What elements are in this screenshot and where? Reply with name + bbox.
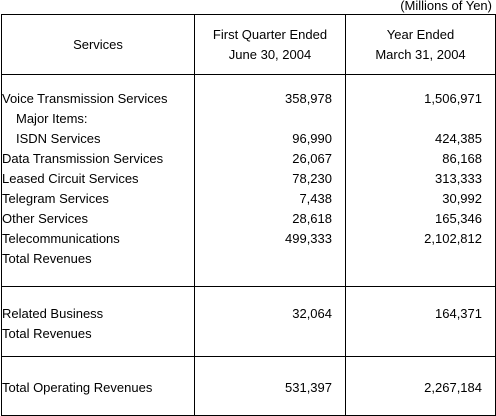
value-related-q1: 32,064	[292, 306, 332, 321]
value-total-fy: 2,267,184	[424, 380, 482, 395]
total-q1-values	[195, 357, 346, 416]
related-labels	[2, 287, 195, 357]
header-first-quarter	[195, 15, 346, 75]
value-telecom-fy: 2,102,812	[424, 231, 482, 246]
row-label-other: Other Services	[2, 211, 88, 226]
value-other-q1: 28,618	[292, 211, 332, 226]
row-label-related-line2: Total Revenues	[2, 326, 92, 341]
revenue-table	[1, 14, 496, 416]
header-first-quarter-line2: June 30, 2004	[228, 46, 312, 62]
total-section	[2, 357, 496, 416]
value-telegram-fy: 30,992	[442, 191, 482, 206]
value-voice-q1: 358,978	[285, 91, 332, 106]
header-year-ended	[346, 15, 496, 75]
value-data-fy: 86,168	[442, 151, 482, 166]
value-isdn-q1: 96,990	[292, 131, 332, 146]
row-label-voice: Voice Transmission Services	[2, 91, 168, 106]
table-header-row	[2, 15, 496, 75]
header-year-ended-line1: Year Ended	[386, 26, 455, 42]
value-leased-q1: 78,230	[292, 171, 332, 186]
total-fy-values	[346, 357, 496, 416]
row-label-leased: Leased Circuit Services	[2, 171, 139, 186]
related-q1-values	[195, 287, 346, 357]
row-label-data: Data Transmission Services	[2, 151, 164, 166]
telecom-q1-values	[195, 75, 346, 287]
row-label-isdn: ISDN Services	[16, 131, 101, 146]
header-year-ended-line2: March 31, 2004	[375, 46, 466, 62]
value-leased-fy: 313,333	[435, 171, 482, 186]
value-telegram-q1: 7,438	[299, 191, 332, 206]
telecom-section	[2, 75, 496, 287]
value-telecom-q1: 499,333	[285, 231, 332, 246]
total-labels	[2, 357, 195, 416]
value-data-q1: 26,067	[292, 151, 332, 166]
related-fy-values	[346, 287, 496, 357]
header-services-label: Services	[73, 36, 123, 52]
value-isdn-fy: 424,385	[435, 131, 482, 146]
row-label-telegram: Telegram Services	[2, 191, 109, 206]
telecom-fy-values	[346, 75, 496, 287]
row-label-total: Total Operating Revenues	[2, 380, 153, 395]
row-label-major-items: Major Items:	[16, 111, 88, 126]
value-voice-fy: 1,506,971	[424, 91, 482, 106]
header-services	[2, 15, 195, 75]
value-other-fy: 165,346	[435, 211, 482, 226]
telecom-labels	[2, 75, 195, 287]
row-label-related-line1: Related Business	[2, 306, 104, 321]
value-related-fy: 164,371	[435, 306, 482, 321]
header-first-quarter-line1: First Quarter Ended	[212, 26, 328, 42]
related-section	[2, 287, 496, 357]
units-note: (Millions of Yen)	[400, 0, 492, 13]
row-label-telecom-line2: Total Revenues	[2, 251, 92, 266]
row-label-telecom-line1: Telecommunications	[2, 231, 120, 246]
value-total-q1: 531,397	[285, 380, 332, 395]
